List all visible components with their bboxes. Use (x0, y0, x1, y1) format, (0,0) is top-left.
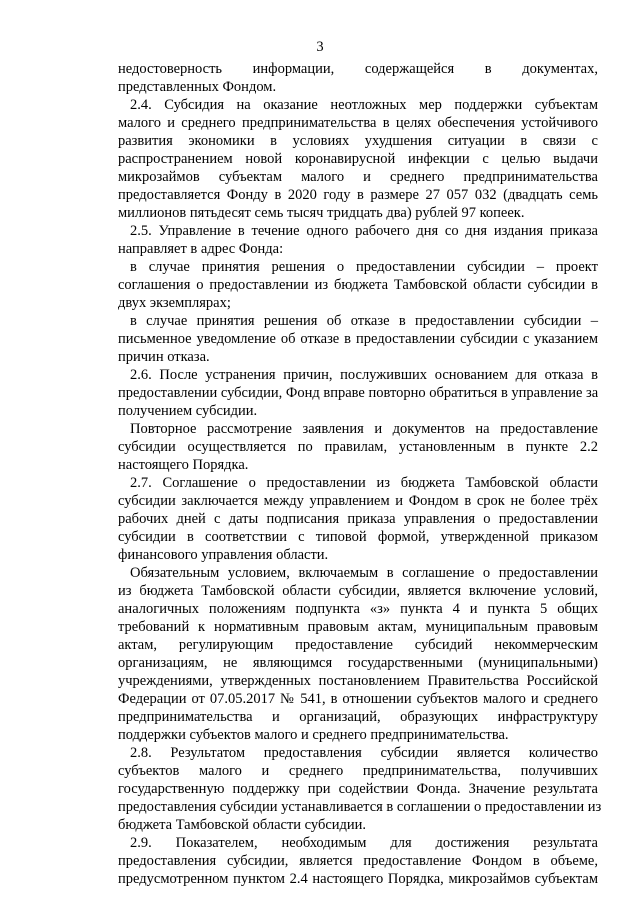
text-line: предоставляется Фонду в 2020 году в размере 27 057 032 (двадцать семь (118, 187, 598, 203)
text-line: микрозаймов субъектам малого и среднего предпринимательства (118, 169, 598, 185)
text-line: недостоверность информации, содержащейся в документах, (118, 61, 598, 77)
text-line: малого и среднего предпринимательства в целях обеспечения устойчивого (118, 115, 598, 131)
text-line: учреждениями, утвержденных постановлением Правительства Российской (118, 673, 598, 689)
text-line: 2.7. Соглашение о предоставлении из бюджета Тамбовской области (130, 475, 598, 491)
text-line: финансового управления области. (118, 547, 329, 563)
text-line: организациям, не являющимся государственными (муниципальными) (118, 655, 598, 671)
text-line: 2.5. Управление в течение одного рабочего дня со дня издания приказа (130, 223, 598, 239)
text-line: Федерации от 07.05.2017 № 541, в отношении субъектов малого и среднего (118, 691, 598, 707)
text-line: письменное уведомление об отказе в предоставлении субсидии с указанием (118, 331, 598, 347)
text-line: субъектов малого и среднего предпринимательства, получивших (118, 763, 598, 779)
text-line: предоставлении субсидии, Фонд вправе повторно обратиться в управление за (118, 385, 599, 401)
text-line: предпринимательства и организаций, образующих инфраструктуру (118, 709, 598, 725)
text-line: 2.6. После устранения причин, послуживших основанием для отказа в (130, 367, 598, 383)
text-line: Обязательным условием, включаемым в соглашение о предоставлении (130, 565, 598, 581)
text-line: направляет в адрес Фонда: (118, 241, 284, 257)
page-number: 3 (316, 39, 324, 55)
text-line: соглашения о предоставлении из бюджета Тамбовской области субсидии в (118, 277, 598, 293)
text-line: 2.9. Показателем, необходимым для достижения результата (130, 835, 598, 851)
text-line: настоящего Порядка. (118, 457, 249, 473)
text-line: в случае принятия решения об отказе в предоставлении субсидии – (130, 313, 598, 329)
text-line: поддержки субъектов малого и среднего предпринимательства. (118, 727, 509, 743)
text-line: получением субсидии. (118, 403, 258, 419)
text-line: развития экономики в условиях ухудшения ситуации в связи с (118, 133, 598, 149)
text-line: миллионов пятьдесят семь тысяч тридцать два) рублей 97 копеек. (118, 205, 525, 221)
text-line: из бюджета Тамбовской области субсидии, является включение условий, (118, 583, 598, 599)
text-line: 2.8. Результатом предоставления субсидии является количество (130, 745, 598, 761)
text-line: предусмотренном пунктом 2.4 настоящего Порядка, микрозаймов субъектам (118, 871, 598, 887)
text-line: аналогичных положениям подпункта «з» пункта 4 и пункта 5 общих (118, 601, 598, 617)
text-line: рабочих дней с даты подписания приказа управления о предоставлении (118, 511, 598, 527)
text-line: субсидии осуществляется по правилам, установленным в пункте 2.2 (118, 439, 598, 455)
text-line: государственную поддержку при содействии Фонда. Значение результата (118, 781, 598, 797)
text-line: бюджета Тамбовской области субсидии. (118, 817, 367, 833)
text-line: двух экземплярах; (118, 295, 231, 311)
text-line: субсидии в соответствии с типовой формой, утвержденной приказом (118, 529, 598, 545)
text-line: в случае принятия решения о предоставлении субсидии – проект (130, 259, 598, 275)
text-line: 2.4. Субсидия на оказание неотложных мер поддержки субъектам (130, 97, 598, 113)
text-line: предоставления субсидии, является предоставление Фондом в объеме, (118, 853, 598, 869)
text-line: предоставления субсидии устанавливается в соглашении о предоставлении из (118, 799, 602, 815)
text-line: требований к нормативным правовым актам, муниципальным правовым (118, 619, 598, 635)
text-line: распространением новой коронавирусной инфекции с целью выдачи (118, 151, 598, 167)
text-line: субсидии заключается между управлением и Фондом в срок не более трёх (118, 493, 598, 509)
text-line: Повторное рассмотрение заявления и документов на предоставление (130, 421, 598, 437)
text-line: причин отказа. (118, 349, 210, 365)
text-line: представленных Фондом. (118, 79, 277, 95)
text-line: актам, регулирующим предоставление субсидий некоммерческим (118, 637, 598, 653)
